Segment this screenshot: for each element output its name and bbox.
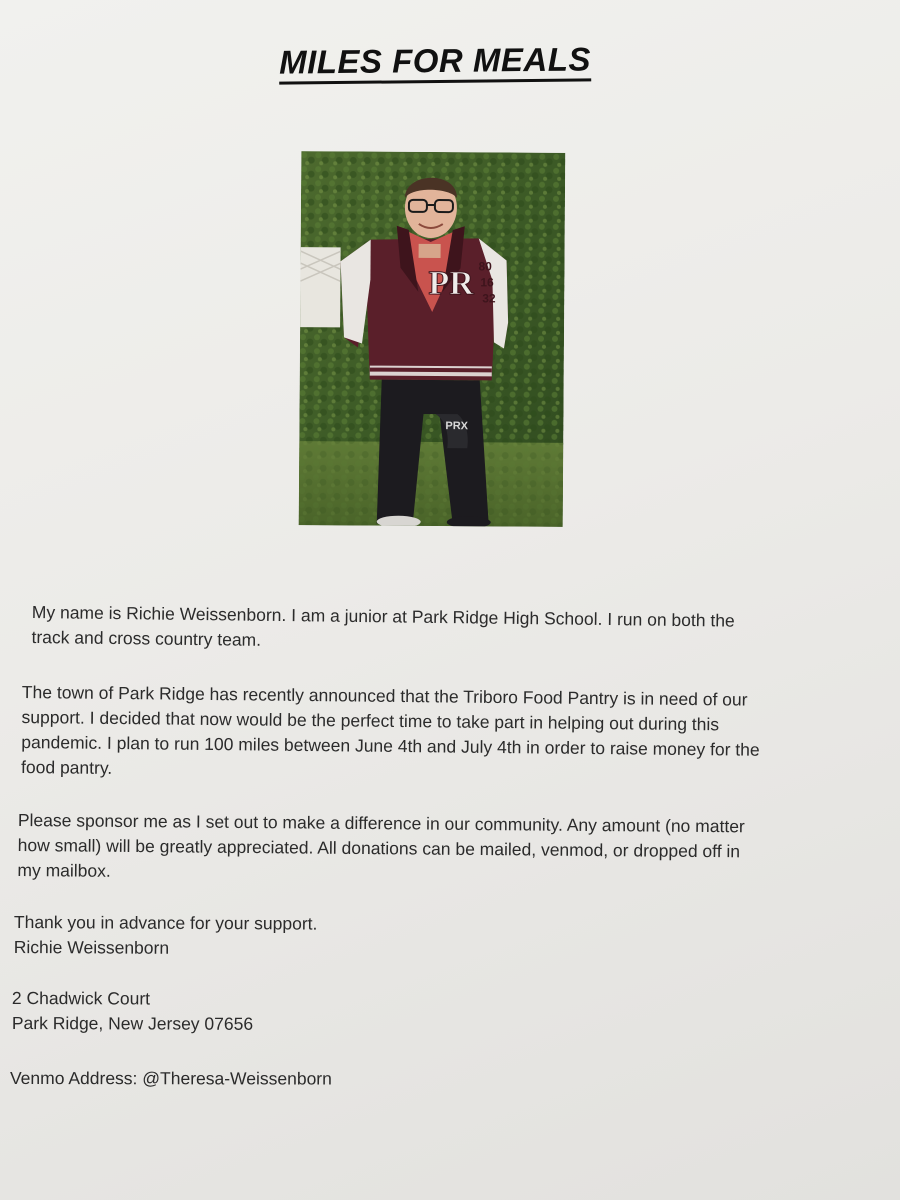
pantry-paragraph: The town of Park Ridge has recently announced that the Triboro Food Pantry is in need of our support. I decided that now would be the perfect time to take part in helping out during this pandemic. I plan to run 100 miles between June 4th and July 4th in order to raise money for the food pantry. [20,681,760,778]
signature-name: Richie Weissenborn [13,936,170,958]
jacket-letter: PR [428,264,474,303]
svg-text:16: 16 [480,275,494,290]
page-title: MILES FOR MEALS [0,37,870,84]
mailing-address: 2 Chadwick Court Park Ridge, New Jersey 07656 [11,988,254,1034]
svg-text:80: 80 [478,259,492,274]
svg-text:32: 32 [482,291,496,306]
closing-paragraph: Thank you in advance for your support. Richie Weissenborn [14,910,514,963]
pants-lettering: PRX [445,420,469,433]
sponsor-paragraph: Please sponsor me as I set out to make a difference in our community. Any amount (no matter how small) will be greatly appreciated. All donations can be mailed, venmod, or dropped off in my mailbox. [17,809,745,881]
student-photo [299,151,566,527]
intro-paragraph: My name is Richie Weissenborn. I am a junior at Park Ridge High School. I run on both the track and cross country team. [31,601,735,650]
venmo-address: Venmo Address: @Theresa-Weissenborn [9,1068,332,1089]
